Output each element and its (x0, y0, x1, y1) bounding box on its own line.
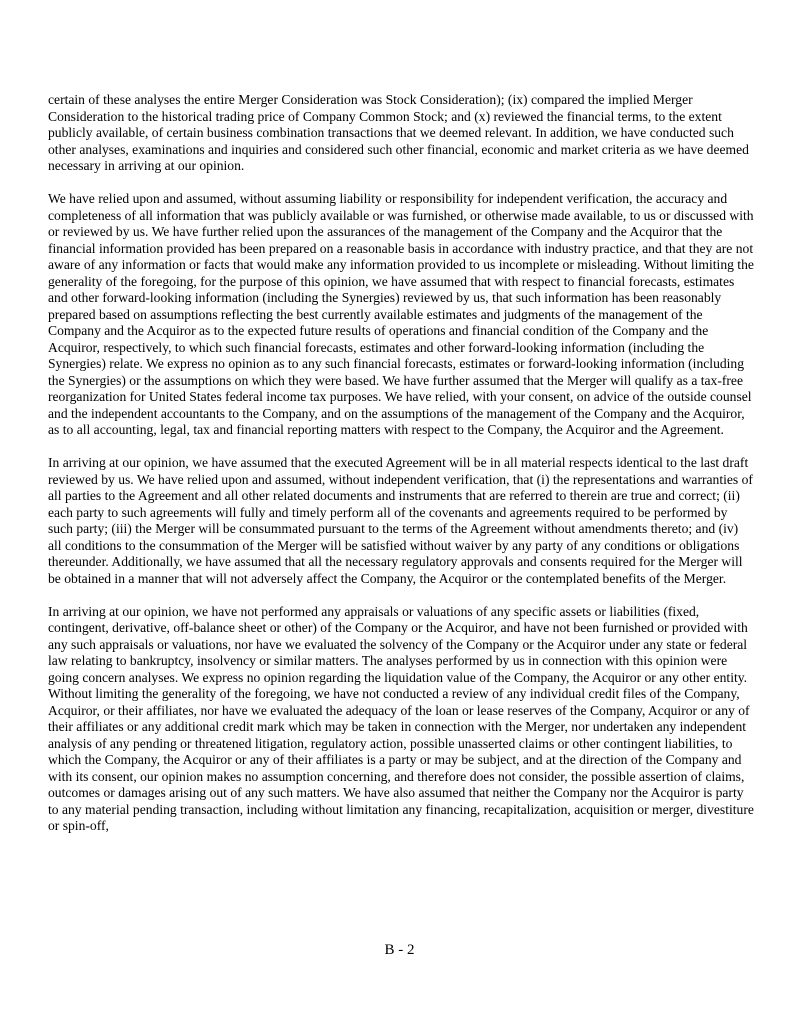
page-number: B - 2 (384, 942, 415, 958)
paragraph-reliance: We have relied upon and assumed, without assuming liability or responsibility for independent verification, the accuracy and completeness of all information that was publicly available or was furnished, or otherwise made available, to us or discussed with or reviewed by us. We have further relied upon the assurances of the management of the Company and the Acquiror that the financial information provided has been prepared on a reasonable basis in accordance with industry practice, and that they are not aware of any information or facts that would make any information provided to us incomplete or misleading. Without limiting the generality of the foregoing, for the purpose of this opinion, we have assumed that with respect to financial forecasts, estimates and other forward-looking information (including the Synergies) reviewed by us, that such information has been reasonably prepared based on assumptions reflecting the best currently available estimates and judgments of the management of the Company and the Acquiror as to the expected future results of operations and financial condition of the Company and the Acquiror, respectively, to which such financial forecasts, estimates and other forward-looking information (including the Synergies) relate. We express no opinion as to any such financial forecasts, estimates or forward-looking information (including the Synergies) or the assumptions on which they were based. We have further assumed that the Merger will qualify as a tax-free reorganization for United States federal income tax purposes. We have relied, with your consent, on advice of the outside counsel and the independent accountants to the Company, and on the assumptions of the management of the Company and the Acquiror, as to all accounting, legal, tax and financial reporting matters with respect to the Company, the Acquiror and the Agreement. (48, 191, 754, 437)
paragraph-agreement-assumptions: In arriving at our opinion, we have assumed that the executed Agreement will be in all material respects identical to the last draft reviewed by us. We have relied upon and assumed, without independent verification, that (i) the representations and warranties of all parties to the Agreement and all other related documents and instruments that are referred to therein are true and correct; (ii) each party to such agreements will fully and timely perform all of the covenants and agreements required to be performed by such party; (iii) the Merger will be consummated pursuant to the terms of the Agreement without amendments thereto; and (iv) all conditions to the consummation of the Merger will be satisfied without waiver by any party of any conditions or obligations thereunder. Additionally, we have assumed that all the necessary regulatory approvals and consents required for the Merger will be obtained in a manner that will not adversely affect the Company, the Acquiror or the contemplated benefits of the Merger. (48, 455, 753, 586)
document-body (48, 92, 754, 851)
paragraph-analyses: certain of these analyses the entire Merger Consideration was Stock Consideration); (ix) compared the implied Merger Consideration to the historical trading price of Company Common Stock; and (x) reviewed the financial terms, to the extent publicly available, of certain business combination transactions that we deemed relevant. In addition, we have conducted such other analyses, examinations and inquiries and considered such other financial, economic and market criteria as we have deemed necessary in arriving at our opinion. (48, 92, 749, 173)
paragraph-appraisals: In arriving at our opinion, we have not performed any appraisals or valuations of any specific assets or liabilities (fixed, contingent, derivative, off-balance sheet or other) of the Company or the Acquiror, and have not been furnished or provided with any such appraisals or valuations, nor have we evaluated the solvency of the Company or the Acquiror under any state or federal law relating to bankruptcy, insolvency or similar matters. The analyses performed by us in connection with this opinion were going concern analyses. We express no opinion regarding the liquidation value of the Company, the Acquiror or any other entity. Without limiting the generality of the foregoing, we have not conducted a review of any individual credit files of the Company, Acquiror, or their affiliates, nor have we evaluated the adequacy of the loan or lease reserves of the Company, Acquiror or any of their affiliates or any additional credit mark which may be taken in connection with the Merger, nor undertaken any independent analysis of any pending or threatened litigation, regulatory action, possible unasserted claims or other contingent liabilities, to which the Company, the Acquiror or any of their affiliates is a party or may be subject, and at the direction of the Company and with its consent, our opinion makes no assumption concerning, and therefore does not consider, the possible assertion of claims, outcomes or damages arising out of any such matters. We have also assumed that neither the Company nor the Acquiror is party to any material pending transaction, including without limitation any financing, recapitalization, acquisition or merger, divestiture or spin-off, (48, 603, 754, 833)
